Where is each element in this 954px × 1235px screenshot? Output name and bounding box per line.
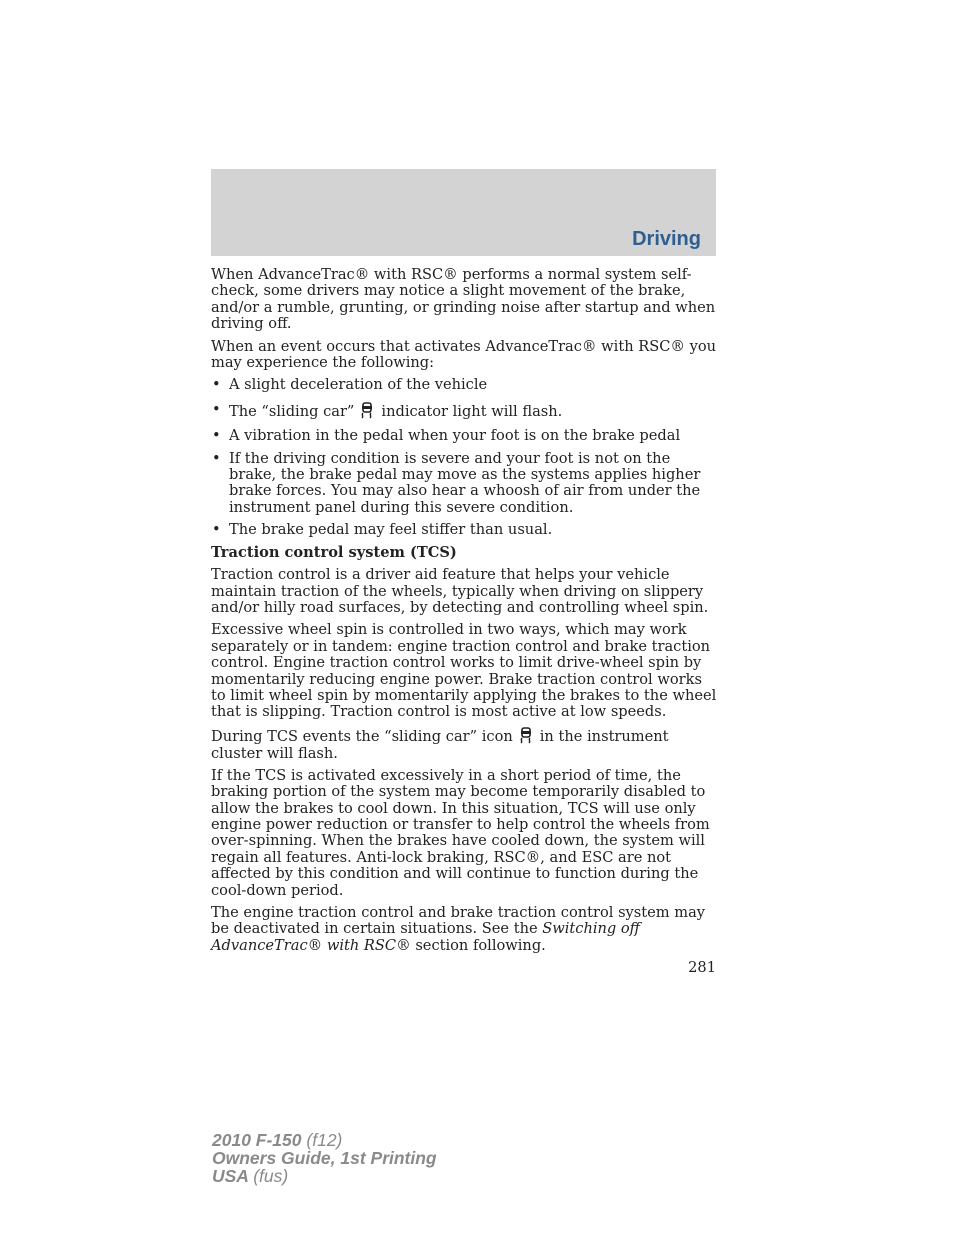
footer-model-code: (f12) [306, 1130, 343, 1150]
document-footer [212, 1131, 437, 1185]
tcs-paragraph-1: Traction control is a driver aid feature that helps your vehicle maintain traction of the wheels, typically when driving on slippery and/or hilly road surfaces, by detecting and controlling wheel spin. [211, 566, 709, 616]
tcs-paragraph-5 [211, 905, 717, 954]
footer-market: USA [212, 1166, 249, 1186]
list-item [211, 522, 717, 538]
list-item-text: If the driving condition is severe and your foot is not on the brake, the brake pedal may move as the systems applies higher brake forces. You may also hear a whoosh of air from under the instrument panel during this severe condition. [229, 449, 701, 516]
bullet: • [212, 521, 221, 539]
list-item [211, 428, 717, 444]
page-number: 281 [688, 959, 716, 976]
cross-reference-link: Switching off AdvanceTrac® with RSC® [211, 920, 641, 954]
footer-line-3 [212, 1167, 437, 1185]
header-band [211, 169, 716, 256]
list-item [211, 402, 717, 420]
effects-list [211, 377, 717, 538]
tcs-paragraph-2: Excessive wheel spin is controlled in two ways, which may work separately or in tandem: engine traction control and brake traction control. Engine traction control works to limit drive-wheel spin by momentarily reducing engine power. Brake traction control works to limit wheel spin by momentarily applying the brakes to the wheel that is slipping. Traction control is most active at low speeds. [211, 621, 717, 721]
tcs-paragraph-3 [211, 727, 717, 762]
tcs-paragraph-3-end: in the instrument cluster will flash. [211, 727, 669, 762]
intro-paragraph-1: When AdvanceTrac® with RSC® performs a normal system self-check, some drivers may notice a slight movement of the brake, and/or a rumble, grunting, or grinding noise after startup and when driving off. [211, 266, 716, 333]
list-item [211, 377, 717, 393]
sliding-car-icon [360, 402, 374, 419]
list-item-text: indicator light will flash. [381, 402, 563, 420]
list-item [211, 451, 717, 517]
tcs-paragraph-4: If the TCS is activated excessively in a short period of time, the braking portion of the system may become temporarily disabled to allow the brakes to cool down. In this situation, TCS will use only engine power reduction or transfer to help control the wheels from over-spinning. When the brakes have cooled down, the system will regain all features. Anti-lock braking, RSC®, and ESC are not affected by this condition and will continue to function during the cool-down period. [211, 766, 710, 899]
sliding-car-icon [519, 727, 533, 744]
bullet: • [212, 427, 221, 445]
list-item-text: A vibration in the pedal when your foot is on the brake pedal [229, 427, 681, 445]
bullet: • [212, 400, 221, 418]
tcs-paragraph-3-start: During TCS events the “sliding car” icon [211, 727, 513, 745]
tcs-heading: Traction control system (TCS) [211, 543, 457, 561]
footer-line-1 [212, 1131, 437, 1149]
page-content [211, 267, 717, 960]
footer-model: 2010 F-150 [212, 1130, 302, 1150]
tcs-paragraph-5-end: section following. [415, 936, 546, 954]
tcs-paragraph-5-start: The engine traction control and brake traction control system may be deactivated in certain situations. See the [211, 904, 706, 938]
list-item-text: The “sliding car” [229, 402, 355, 420]
list-item-text: The brake pedal may feel stiffer than usual. [229, 521, 553, 539]
bullet: • [212, 449, 221, 467]
bullet: • [212, 376, 221, 394]
intro-paragraph-2: When an event occurs that activates AdvanceTrac® with RSC® you may experience the following: [211, 337, 717, 372]
footer-line-2: Owners Guide, 1st Printing [212, 1148, 437, 1168]
list-item-text: A slight deceleration of the vehicle [229, 376, 488, 394]
footer-market-code: (fus) [253, 1166, 289, 1186]
section-title: Driving [632, 228, 701, 250]
